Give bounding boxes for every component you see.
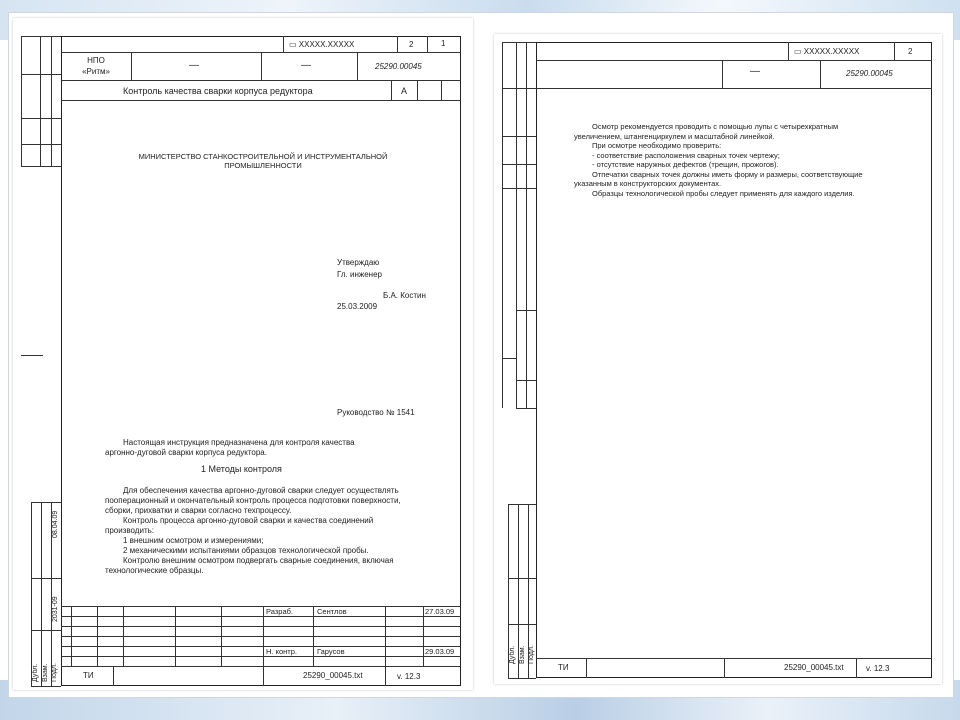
page-2-line-7: указанным в конструкторских документах. [574,179,722,188]
para-1-line-1: Для обеспечения качества аргонно-дуговой сварки следует осуществлять [123,486,399,495]
side-date-1: 08.04.09 [52,510,59,538]
para-2-line-2: производить: [105,526,154,535]
page-1-frame [61,36,461,686]
document-title: Контроль качества сварки корпуса редуктора [123,86,313,96]
page-2-footer-version: v. 12.3 [866,664,890,673]
side-label-vzam: Взам. [42,663,49,682]
ministry-line-2: ПРОМЫШЛЕННОСТИ [224,161,302,170]
header-dash-2: — [301,60,311,71]
page-2-sheet-num: 2 [908,47,913,56]
page-2-line-2: увеличением, штангенциркулем и масштабной линейкой. [574,131,775,141]
document-page-1 [13,18,473,690]
page-2-side-label-vzam: Взам. [519,645,526,664]
header-dash-1: — [189,60,199,71]
page-2-side-label-podl: Подл. [528,645,535,664]
titleblock-date-2: 29.03.09 [425,647,455,656]
titleblock-role-2: Н. контр. [266,647,297,656]
page-2-body [574,122,924,198]
para-1-line-2: пооперационный и окончательный контроль процесса подготовки поверхности, [105,496,401,505]
footer-version: v. 12.3 [397,672,421,681]
approve-label: Утверждаю [337,258,380,267]
document-page-2 [494,34,942,684]
page-2-line-3: При осмотре необходимо проверить: [592,141,722,150]
page-2-line-1: Осмотр рекомендуется проводить с помощью лупы с четырехкратным [592,122,839,131]
list-item-2: 2 механическими испытаниями образцов технологической пробы. [123,546,369,555]
side-date-2: 2031-09 [52,596,59,622]
side-label-dubl: Дубл. [32,663,39,682]
footer-file: 25290_00045.txt [303,671,363,680]
page-2-footer-file: 25290_00045.txt [784,663,844,672]
section-1-body [105,486,445,576]
ministry-line-1: МИНИСТЕРСТВО СТАНКОСТРОИТЕЛЬНОЙ И ИНСТРУМЕНТАЛЬНОЙ [138,152,388,161]
page-2-line-6: Отпечатки сварных точек должны иметь форму и размеры, соответствующие [592,169,863,179]
side-label-podl: Подл. [51,663,58,682]
page-2-header-dash: — [750,66,760,77]
para-2-line-1: Контроль процесса аргонно-дуговой сварки и качества соединений [123,516,374,525]
para-3-line-2: технологические образцы. [105,566,204,575]
header-sheet-total: 1 [441,39,446,48]
list-item-1: 1 внешним осмотром и измерениями; [123,536,264,545]
intro-line-1: Настоящая инструкция предназначена для контроля качества [123,438,355,447]
page-2-line-5: - отсутствие наружных дефектов (трещин, прожогов). [592,160,779,169]
titleblock-name-1: Сентлов [317,607,347,616]
titleblock-date-1: 27.03.09 [425,607,455,616]
para-1-line-3: сборки, прихватки и сварки согласно техпроцессу. [105,506,292,515]
page-2-footer-code: ТИ [558,663,569,672]
page-2-line-8: Образцы технологической пробы следует применять для каждого изделия. [592,188,855,198]
header-doc-number: 25290.00045 [375,62,422,71]
ministry-header [83,152,443,170]
footer-code: ТИ [83,671,94,680]
guide-number: Руководство № 1541 [337,408,415,417]
titleblock-role-1: Разраб. [266,607,294,616]
para-3-line-1: Контролю внешним осмотром подвергать сварные соединения, включая [123,556,394,565]
org-name-line2: «Ритм» [82,67,110,76]
intro-paragraph [105,438,425,458]
section-1-heading: 1 Методы контроля [201,464,282,474]
org-name-line1: НПО [87,56,105,65]
approve-name: Б.А. Костин [383,291,426,300]
header-code-box: ▭ XXXXX.XXXXX [289,40,355,49]
approve-role: Гл. инженер [337,270,382,279]
header-sheet-num: 2 [409,40,414,49]
intro-line-2: аргонно-дуговой сварки корпуса редуктора. [105,448,267,457]
page-2-doc-number: 25290.00045 [846,69,893,78]
page-2-code-box: ▭ XXXXX.XXXXX [794,47,860,56]
titleblock-name-2: Гарусов [317,647,345,656]
page-2-side-label-dubl: Дубл. [509,645,516,664]
page-2-line-4: - соответствие расположения сварных точек чертежу; [592,150,780,160]
document-letter: А [401,86,408,96]
approve-date: 25.03.2009 [337,302,378,311]
